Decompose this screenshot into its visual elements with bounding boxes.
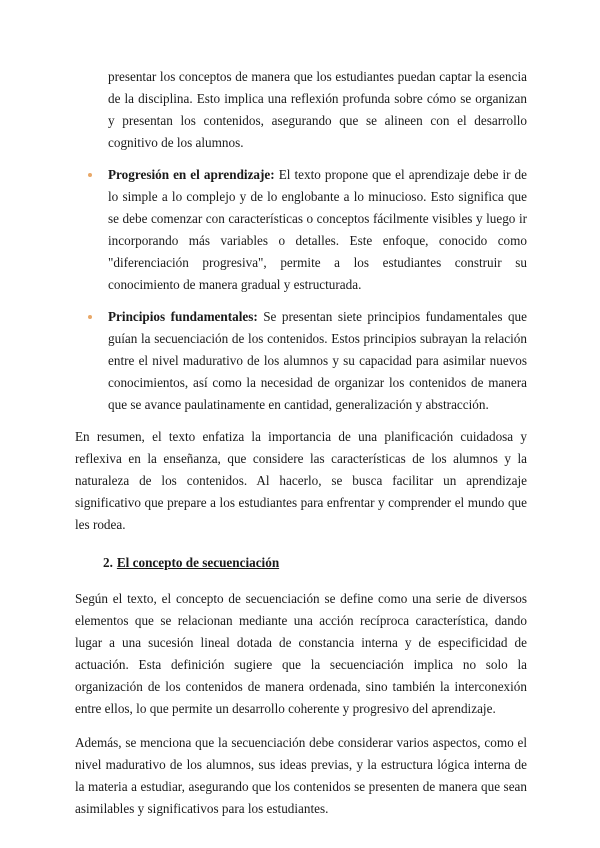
section-number: 2. [103, 555, 113, 570]
bullet-text: Se presentan siete principios fundamentales que guían la secuenciación de los contenidos. Estos principios subrayan la relación entre el nivel madurativo de los alumnos y su capacidad para asimilar nuevos conocimientos, así como la necesidad de organizar los contenidos de manera que se avance paulatinamente en cantidad, generalización y abstracción. [108, 309, 527, 412]
intro-continuation: presentar los conceptos de manera que los estudiantes puedan captar la esencia de la disciplina. Esto implica una reflexión profunda sobre cómo se organizan y presentan los contenidos, asegurando que se alineen con el desarrollo cognitivo de los alumnos. [108, 69, 527, 150]
bullet-item-progresion [108, 164, 527, 296]
bullet-dot-icon [88, 315, 92, 319]
section-paragraph: Según el texto, el concepto de secuenciación se define como una serie de diversos elementos que se relacionan mediante una acción recíproca característica, dando lugar a una sucesión lineal dotada de constancia interna y de especificidad de actuación. Esta definición sugiere que la secuenciación implica no solo la organización de los contenidos de manera ordenada, sino también la interconexión entre ellos, lo que permite un desarrollo coherente y progresivo del aprendizaje. [75, 591, 527, 716]
summary-paragraph: En resumen, el texto enfatiza la importancia de una planificación cuidadosa y reflexiva en la enseñanza, que considere las características de los alumnos y la naturaleza de los contenidos. Al hacerlo, se busca facilitar un aprendizaje significativo que prepare a los estudiantes para enfrentar y comprender el mundo que les rodea. [75, 429, 527, 532]
section-paragraph: Además, se menciona que la secuenciación debe considerar varios aspectos, como el nivel madurativo de los alumnos, sus ideas previas, y la estructura lógica interna de la materia a estudiar, asegurando que los contenidos se presenten de manera que sean asimilables y significativos para los estudiantes. [75, 735, 527, 816]
bullet-title: Progresión en el aprendizaje: [108, 167, 275, 182]
section-heading [103, 552, 527, 574]
bullet-text: El texto propone que el aprendizaje debe ir de lo simple a lo complejo y de lo englobante a lo minucioso. Esto significa que se debe comenzar con características o conceptos fácilmente visibles y luego ir incorporando más variables o detalles. Este enfoque, conocido como "diferenciación progresiva", permite a los estudiantes construir su conocimiento de manera gradual y estructurada. [108, 167, 527, 292]
bullet-dot-icon [88, 173, 92, 177]
page-content [75, 66, 527, 820]
bullet-title: Principios fundamentales: [108, 309, 258, 324]
bullet-item-principios [108, 306, 527, 416]
section-title: El concepto de secuenciación [116, 555, 280, 570]
